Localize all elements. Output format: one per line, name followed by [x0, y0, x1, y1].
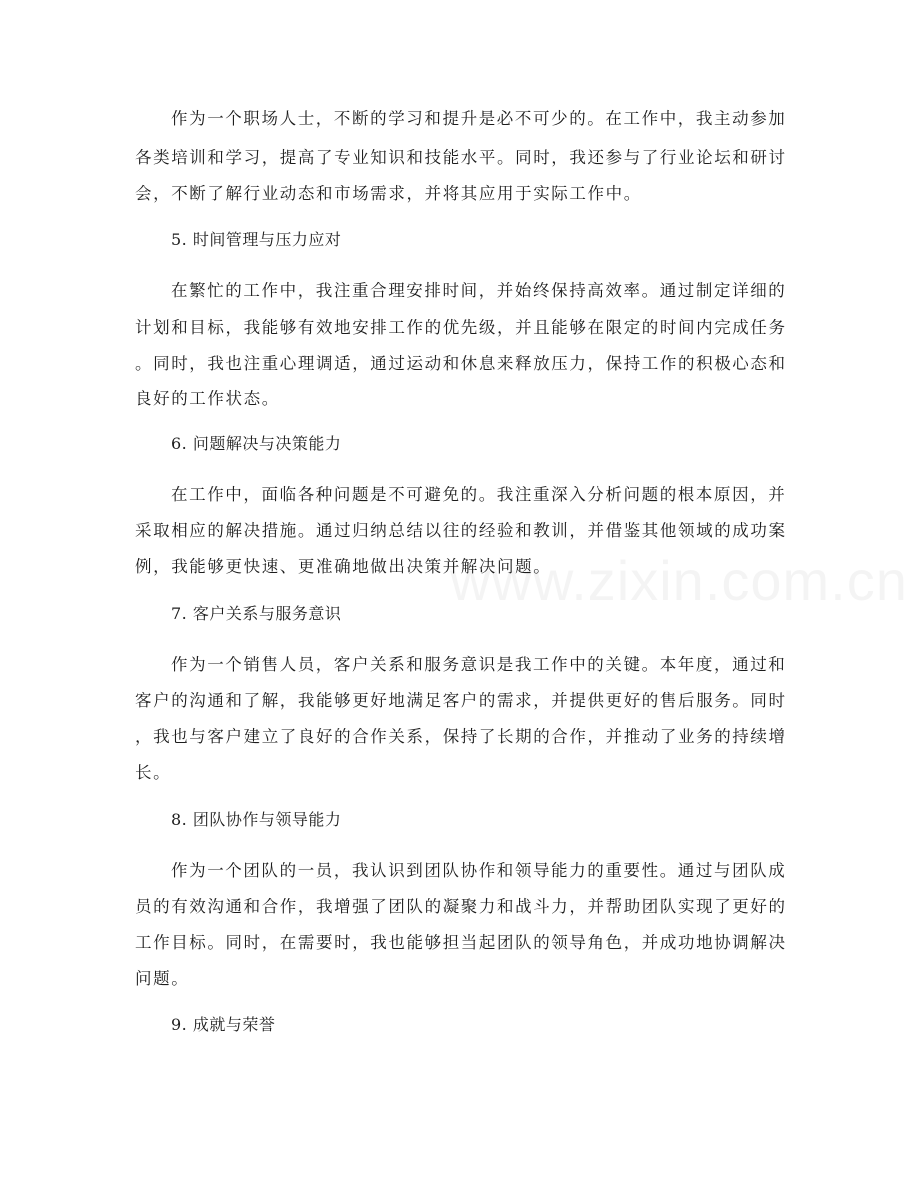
paragraph-line: 客户的沟通和了解，我能够更好地满足客户的需求，并提供更好的售后服务。同时	[135, 691, 787, 710]
section-heading: 9. 成就与荣誉	[171, 1015, 276, 1034]
paragraph-line: 计划和目标，我能够有效地安排工作的优先级，并且能够在限定的时间内完成任务	[135, 318, 787, 337]
paragraph-line: 在工作中，面临各种问题是不可避免的。我注重深入分析问题的根本原因，并	[171, 485, 787, 504]
paragraph-line: 员的有效沟通和合作，我增强了团队的凝聚力和战斗力，并帮助团队实现了更好的	[135, 897, 787, 916]
paragraph-line: ，我也与客户建立了良好的合作关系，保持了长期的合作，并推动了业务的持续增	[135, 727, 787, 746]
paragraph-line: 各类培训和学习，提高了专业知识和技能水平。同时，我还参与了行业论坛和研讨	[135, 148, 787, 167]
section-heading: 5. 时间管理与压力应对	[171, 230, 342, 249]
section-heading: 8. 团队协作与领导能力	[171, 810, 342, 829]
paragraph-line: 良好的工作状态。	[135, 389, 280, 408]
paragraph-line: 作为一个职场人士，不断的学习和提升是必不可少的。在工作中，我主动参加	[171, 109, 787, 128]
paragraph-line: 工作目标。同时，在需要时，我也能够担当起团队的领导角色，并成功地协调解决	[135, 933, 787, 952]
paragraph-line: 例，我能够更快速、更准确地做出决策并解决问题。	[135, 557, 552, 576]
paragraph-line: 问题。	[135, 969, 190, 988]
paragraph-line: 会，不断了解行业动态和市场需求，并将其应用于实际工作中。	[135, 184, 642, 203]
section-heading: 6. 问题解决与决策能力	[171, 434, 342, 453]
paragraph-line: 作为一个团队的一员，我认识到团队协作和领导能力的重要性。通过与团队成	[171, 861, 787, 880]
section-heading: 7. 客户关系与服务意识	[171, 604, 342, 623]
paragraph-line: 采取相应的解决措施。通过归纳总结以往的经验和教训，并借鉴其他领域的成功案	[135, 521, 787, 540]
paragraph-line: 在繁忙的工作中，我注重合理安排时间，并始终保持高效率。通过制定详细的	[171, 281, 787, 300]
paragraph-line: 。同时，我也注重心理调适，通过运动和休息来释放压力，保持工作的积极心态和	[135, 354, 787, 373]
paragraph-line: 长。	[135, 763, 172, 782]
paragraph-line: 作为一个销售人员，客户关系和服务意识是我工作中的关键。本年度，通过和	[171, 655, 787, 674]
